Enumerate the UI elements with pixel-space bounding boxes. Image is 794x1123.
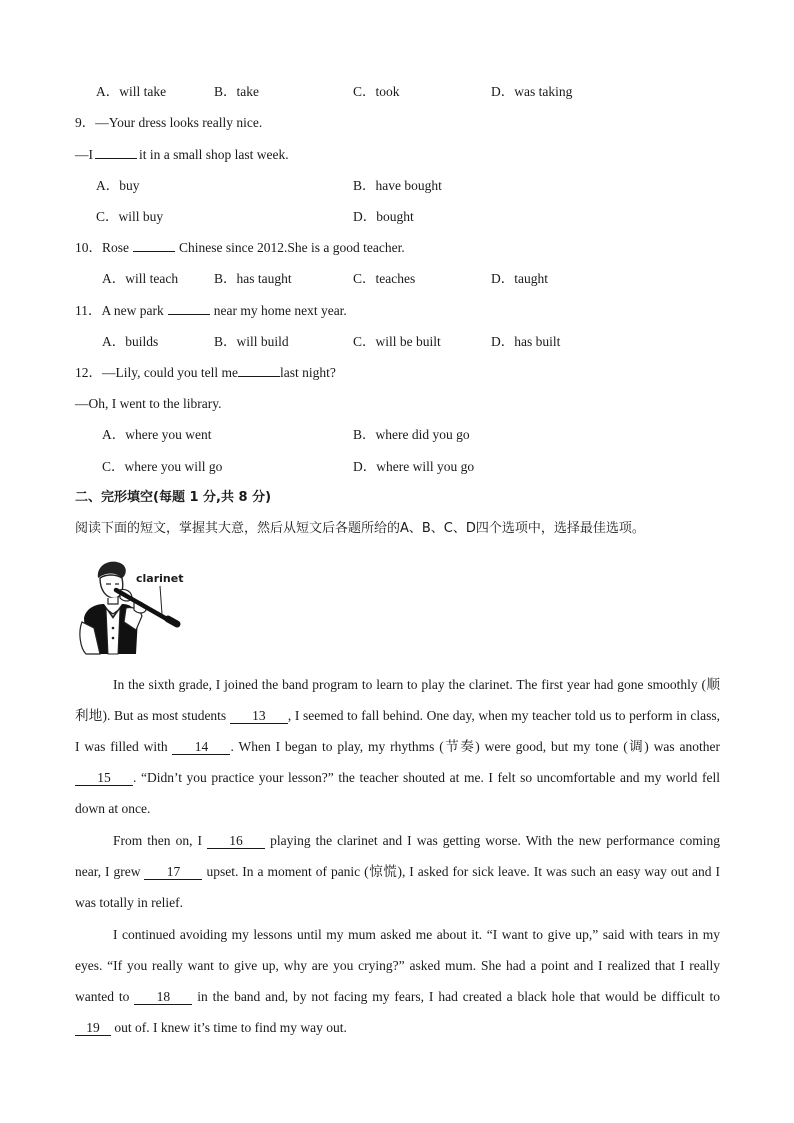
- q8-option-a[interactable]: A．will take: [96, 84, 167, 99]
- blank-13[interactable]: 13: [230, 709, 288, 724]
- passage-paragraph-2: [75, 825, 720, 918]
- p1-text-2: , I seemed to fall behind. One day, when my teacher told us to perform in class, I was filled with: [75, 708, 720, 754]
- q12-option-b[interactable]: B．where did you go: [353, 427, 470, 442]
- q12-option-d[interactable]: D．where will you go: [353, 459, 475, 474]
- p1-text-1: In the sixth grade, I joined the band program to learn to play the clarinet. The first year had gone smoothly (顺利地). But as most students: [75, 677, 720, 723]
- clarinet-player-icon: [76, 556, 184, 656]
- q12-line2: —Oh, I went to the library.: [75, 396, 222, 411]
- passage-paragraph-1: [75, 669, 720, 824]
- blank-16[interactable]: 16: [207, 834, 265, 849]
- q10-stem-post: Chinese since 2012.She is a good teacher.: [179, 240, 405, 255]
- p2-text-3: upset. In a moment of panic (惊慌), I asked for sick leave. It was such an easy way out and I was totally in relief.: [75, 864, 721, 910]
- p3-text-2: in the band and, by not facing my fears, I had created a black hole that would be difficult to: [192, 989, 720, 1004]
- blank-19[interactable]: 19: [75, 1021, 111, 1036]
- q12-option-c[interactable]: C．where you will go: [102, 459, 223, 474]
- q12-stem-post: last night?: [279, 365, 336, 380]
- passage-paragraph-3: [75, 919, 720, 1043]
- blank-14[interactable]: 14: [172, 740, 230, 755]
- q11-stem: [75, 303, 347, 319]
- q9-line2: [75, 147, 289, 163]
- q12-option-a[interactable]: A．where you went: [102, 427, 212, 442]
- clarinet-player-illustration: [76, 556, 184, 656]
- q10-option-c[interactable]: C．teaches: [353, 271, 416, 286]
- p1-text-4: . “Didn’t you practice your lesson?” the teacher shouted at me. I felt so uncomfortable and my world fell down at once.: [75, 770, 720, 816]
- q9-option-a[interactable]: A．buy: [96, 178, 140, 193]
- p2-text-1: From then on, I: [113, 833, 208, 848]
- p1-text-3: . When I began to play, my rhythms (节奏) were good, but my tone (调) was another: [230, 739, 720, 754]
- q9-option-d[interactable]: D．bought: [353, 209, 414, 224]
- q12-stem-pre: 12．—Lily, could you tell me: [75, 365, 238, 380]
- q10-option-b[interactable]: B．has taught: [214, 271, 292, 286]
- q9-option-b[interactable]: B．have bought: [353, 178, 442, 193]
- blank-18[interactable]: 18: [134, 990, 192, 1005]
- q12-blank[interactable]: [238, 376, 280, 377]
- q8-option-b[interactable]: B．take: [214, 84, 259, 99]
- q11-option-d[interactable]: D．has built: [491, 334, 561, 349]
- q9-stem: 9．—Your dress looks really nice.: [75, 115, 263, 130]
- q10-option-a[interactable]: A．will teach: [102, 271, 179, 286]
- q10-blank[interactable]: [133, 251, 175, 252]
- q8-option-d[interactable]: D．was taking: [491, 84, 573, 99]
- clarinet-label: clarinet: [136, 572, 184, 585]
- section-heading: 二、完形填空(每题 1 分,共 8 分): [75, 490, 272, 505]
- section-instruction: 阅读下面的短文，掌握其大意，然后从短文后各题所给的A、B、C、D四个选项中，选择最佳选项。: [75, 521, 645, 536]
- q11-stem-post: near my home next year.: [213, 303, 347, 318]
- q9-option-c[interactable]: C．will buy: [96, 209, 164, 224]
- p3-text-3: out of. I knew it’s time to find my way out.: [111, 1020, 347, 1035]
- q10-stem: [75, 240, 405, 256]
- blank-17[interactable]: 17: [144, 865, 202, 880]
- p2-text-2: playing the clarinet and I was getting worse. With the new performance coming near, I grew: [75, 833, 720, 879]
- q10-stem-pre: 10．Rose: [75, 240, 129, 255]
- q8-option-c[interactable]: C．took: [353, 84, 400, 99]
- q12-stem: [75, 365, 336, 381]
- q11-stem-pre: 11．A new park: [75, 303, 164, 318]
- q9-line2-pre: —I: [75, 147, 93, 162]
- blank-15[interactable]: 15: [75, 771, 133, 786]
- q9-blank[interactable]: [95, 158, 137, 159]
- q10-option-d[interactable]: D．taught: [491, 271, 548, 286]
- q9-line2-post: it in a small shop last week.: [139, 147, 289, 162]
- q11-blank[interactable]: [168, 314, 210, 315]
- q11-option-c[interactable]: C．will be built: [353, 334, 441, 349]
- q11-option-a[interactable]: A．builds: [102, 334, 159, 349]
- p3-text-1: I continued avoiding my lessons until my mum asked me about it. “I want to give up,” said with tears in my eyes. “If you really want to give up, why are you crying?” asked mum. She had a point and I realized that I really wanted to: [75, 927, 720, 1004]
- q11-option-b[interactable]: B．will build: [214, 334, 289, 349]
